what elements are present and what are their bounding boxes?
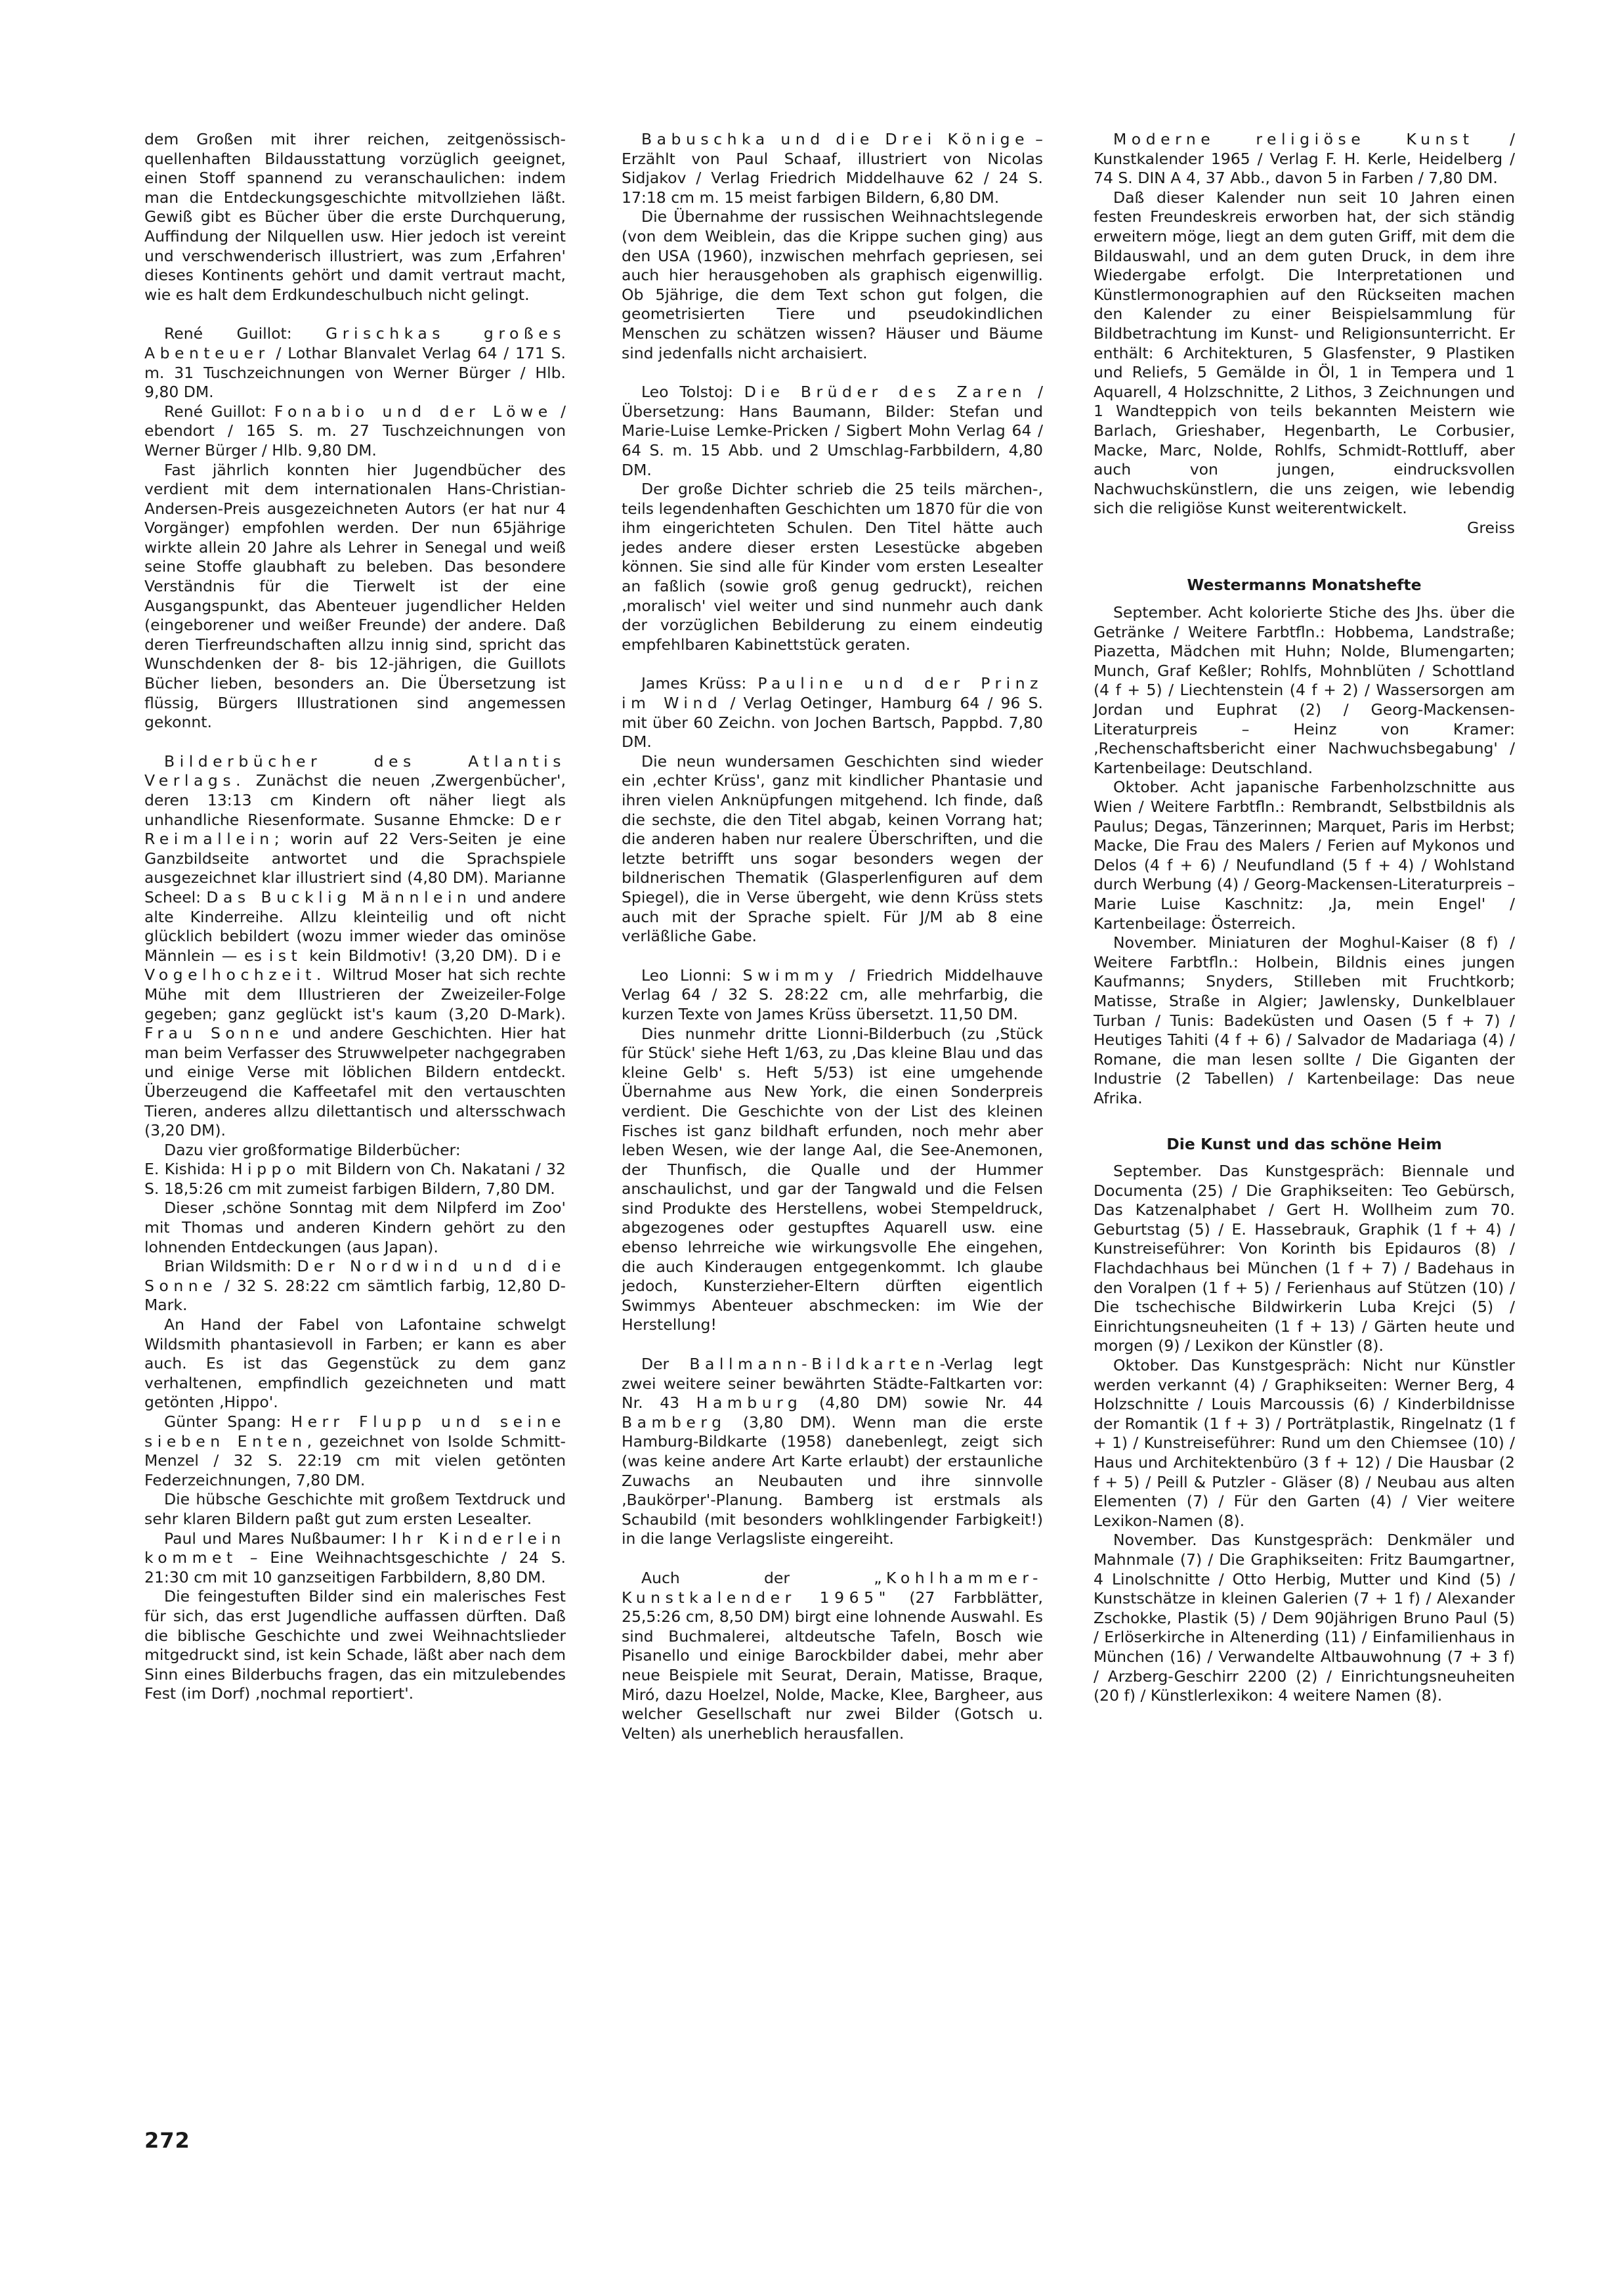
text-run: und andere alte Kinderreihe. Allzu kleinteilig und oft nicht glücklich bebildert (wozu immer wieder das ominöse Männlein — es: [144, 887, 566, 965]
book-entry: [144, 1160, 566, 1199]
text-run: Zunächst die neuen ‚Zwergenbücher', deren 13:13 cm Kindern oft näher liegt als unhandliche Riesenformate. Susanne Ehmcke:: [144, 771, 566, 829]
author: René Guillot:: [164, 324, 326, 343]
page-number: 272: [144, 2128, 190, 2153]
book-title: Babuschka und die Drei Könige: [641, 130, 1030, 148]
emphasis: ist: [268, 946, 303, 965]
magazine-issue: September. Acht kolorierte Stiche des Jhs. über die Getränke / Weitere Farbtfln.: Hobbema, Landstraße; Piazetta, Mädchen mit Huhn; Nolde, Blumengarten; Munch, Graf Keßler; Rohlfs, Mohnblüten / Schottland (4 f + 5) / Liechtenstein (4 f + 2) / Wassersorgen am Jordan und Euphrat (2) / Georg-Mackensen-Literaturpreis – Heinz von Kramer: ‚Rechenschaftsbericht einer Nachwuchsbegabung' / Kartenbeilage: Deutschland.: [1094, 603, 1515, 777]
text-run: -Verlag legt zwei weitere seiner bewährten Städte-Faltkarten vor: Nr. 43: [622, 1355, 1043, 1413]
book-title: Die Vogelhochzeit.: [144, 946, 566, 985]
text-column-right: [1094, 130, 1515, 1706]
map-title: Bamberg: [622, 1413, 727, 1432]
book-title: Das Bucklig Männlein: [206, 887, 472, 906]
book-title: Ihr Kinderlein kommet: [144, 1529, 566, 1567]
bibliographic-details: / Friedrich Middelhauve Verlag 64 / 32 S. 28:22 cm, alle mehrfarbig, die kurzen Texte von James Krüss übersetzt. 11,50 DM.: [622, 966, 1043, 1023]
book-title: Die Brüder des Zaren: [744, 383, 1027, 402]
review-paragraph: Fast jährlich konnten hier Jugendbücher des verdient mit dem internationalen Hans-Christian-Andersen-Preis ausgezeichneten Autors (er hat nur 4 Vorgänger) empfohlen werden. Der nun 65jährige wirkte allein 20 Jahre als Lehrer in Senegal und weiß seine Stoffe glaubhaft zu beleben. Das besondere Verständnis für die Tierwelt ist der eine Ausgangspunkt, das Abenteuer jugendlicher Helden (eingeborener und weißer Freunde) der andere. Daß deren Tierfreundschaften allzu innig sind, spricht das Wunschdenken der 8- bis 12-jährigen, die Guillots Bücher lieben, besonders an. Die Übersetzung ist flüssig, Bürgers Illustrationen sind angemessen gekonnt.: [144, 460, 566, 732]
bibliographic-details: / Verlag Oetinger, Hamburg 64 / 96 S. mit über 60 Zeichn. von Jochen Bartsch, Pappbd. 7,80 DM.: [622, 694, 1044, 752]
text-column-left: [144, 130, 566, 1704]
calendar-title: „Kohlhammer-Kunstkalender 1965": [622, 1568, 1043, 1607]
text-run: (4,80 DM) sowie Nr. 44: [802, 1393, 1043, 1413]
text-run: Auch der: [641, 1568, 874, 1587]
bibliographic-details: mit Bildern von Ch. Nakatani / 32 S. 18,5:26 cm mit zumeist farbigen Bildern, 7,80 DM.: [144, 1160, 566, 1198]
magazine-issue: Oktober. Acht japanische Farbenholzschnitte aus Wien / Weitere Farbtfln.: Rembrandt, Selbstbildnis als Paulus; Degas, Tänzerinnen; Marquet, Paris im Herbst; Macke, Die Frau des Malers / Ferien auf Mykonos und Delos (4 f + 6) / Neufundland (5 f + 4) / Wohlstand durch Werbung (4) / Georg-Mackensen-Literaturpreis – Marie Luise Kaschnitz: ‚Ja, mein Engel' / Kartenbeilage: Österreich.: [1094, 778, 1515, 933]
text-run: Wiltrud Moser hat sich rechte Mühe mit dem Illustrieren der Zweizeiler-Folge gegeben; ganz geglückt ist's kaum (3,20 D-Mark).: [144, 966, 566, 1023]
author: James Krüss:: [641, 674, 758, 693]
review-paragraph: Die feingestuften Bilder sind ein malerisches Fest für sich, das erst Jugendliche auffassen dürften. Daß die biblische Geschichte und zwei Weihnachtslieder mitgedruckt sind, ist kein Schade, läßt aber nach dem Sinn eines Bilderbuchs fragen, das ein mitzulebendes Fest (im Dorf) ‚nochmal reportiert'.: [144, 1587, 566, 1703]
book-entry: [622, 966, 1043, 1025]
review-paragraph: Die neun wundersamen Geschichten sind wieder ein ‚echter Krüss', ganz mit kindlicher Phantasie und ihren vielen Anknüpfungen mitgehend. Ich finde, daß die sechste, die den Titel abgab, keinen Vorrang hat; die anderen haben nur realere Überschriften, und die letzte betrifft uns sogar besonders wegen der bildnerischen Thematik (Glasperlenfiguren auf dem Spiegel), die in Verse übergeht, wie denn Krüss stets auch mit der Sprache spielt. Für J/M ab 8 eine verläßliche Gabe.: [622, 752, 1043, 946]
text-column-middle: [622, 130, 1043, 1743]
magazine-issue: September. Das Kunstgespräch: Biennale und Documenta (25) / Die Graphikseiten: Teo Gebürsch, Das Katzenalphabet / Gert H. Wollheim zum 70. Geburtstag (5) / E. Hassebrauk, Graphik (1 f + 4) / Kunstreiseführer: Von Korinth bis Epidauros (8) / Flachdachhaus bei München (1 f + 7) / Badehaus in den Voralpen (1 f + 5) / Ferienhaus auf Stützen (10) / Die tschechische Bildwirkerin Luba Krejci (5) / Einrichtungsneuheiten (1 f + 13) / Gärten heute und morgen (9) / Lexikon der Künstler (8).: [1094, 1162, 1515, 1355]
bibliographic-details: – Eine Weihnachtsgeschichte / 24 S. 21:30 cm mit 10 ganzseitigen Farbbildern, 8,80 DM.: [144, 1548, 566, 1586]
bibliographic-details: / Lothar Blanvalet Verlag 64 / 171 S. m. 31 Tuschzeichnungen von Werner Bürger / Hlb. 9,80 DM.: [144, 343, 566, 402]
book-title: Hippo: [230, 1160, 301, 1179]
calendar-title: Moderne religiöse Kunst: [1113, 130, 1474, 148]
book-entry: [144, 1257, 566, 1315]
section-heading: Die Kunst und das schöne Heim: [1166, 1134, 1442, 1153]
map-title: Hamburg: [696, 1393, 803, 1413]
magazine-issue: November. Miniaturen der Moghul-Kaiser (8 f) / Weitere Farbtfln.: Holbein, Bildnis eines jungen Kaufmanns; Snyders, Stilleben mit Fruchtkorb; Matisse, Straße in Algier; Jawlensky, Dunkelblauer Turban / Tunis: Badeküsten und Oasen (5 f + 7) / Heutiges Tahiti (4 f + 6) / Salvador de Madariaga (4) / Romane, die man lesen sollte / Die Giganten der Industrie (2 Tabellen) / Kartenbeilage: Das neue Afrika.: [1094, 933, 1515, 1107]
review-paragraph: Die Übernahme der russischen Weihnachtslegende (von dem Weiblein, das die Krippe suchen ging) aus den USA (1960), inzwischen mehrfach gepriesen, sei auch hier herausgehoben als graphisch eigenwillig. Ob 5jährige, die dem Text schon gut folgen, die geometrisierten Tiere und pseudokindlichen Menschen zu schätzen wissen? Häuser und Bäume sind jedenfalls nicht archaisiert.: [622, 207, 1043, 362]
text-run: kein Bildmotiv! (3,20 DM).: [302, 946, 526, 965]
book-title: Grischkas großes Abenteuer: [144, 324, 566, 362]
author: Brian Wildsmith:: [164, 1257, 297, 1276]
paragraph: Dazu vier großformatige Bilderbücher:: [164, 1140, 461, 1159]
author: E. Kishida:: [144, 1160, 231, 1179]
text-run: (3,80 DM). Wenn man die erste Hamburg-Bildkarte (1958) danebenlegt, zeigt sich (was keine andere Art Karte erlaubt) der erstaunliche Zuwachs an Neubauten und ihre sinnvolle ‚Baukörper'-Planung. Bamberg ist erstmals als Schaubild (mit besonders wohlklingender Farbigkeit!) in die lange Verlagsliste eingereiht.: [622, 1413, 1043, 1548]
bibliographic-details: – Erzählt von Paul Schaaf, illustriert von Nicolas Sidjakov / Verlag Friedrich Middelhauve 62 / 24 S. 17:18 cm m. 15 meist farbigen Bildern, 6,80 DM.: [622, 130, 1043, 207]
magazine-issue: November. Das Kunstgespräch: Denkmäler und Mahnmale (7) / Die Graphikseiten: Fritz Baumgartner, 4 Linolschnitte / Otto Herbig, Mutter und Kind (5) / Kunstschätze in kleinen Galerien (7 + 1 f) / Alexander Zschokke, Plastik (5) / Dem 90jährigen Bruno Paul (5) / Erlöserkirche in Altenerding (11) / Einfamilienhaus in München (16) / Verwandelte Altbauwohnung (7 + 3 f) / Arzberg-Geschirr 2200 (2) / Einrichtungsneuheiten (20 f) / Künstlerlexikon: 4 weitere Namen (8).: [1094, 1531, 1515, 1705]
bibliographic-details: / Übersetzung: Hans Baumann, Bilder: Stefan und Marie-Luise Lemke-Pricken / Sigbert Mohn Verlag 64 / 64 S. m. 15 Abb. und 2 Umschlag-Farbbildern, 4,80 DM.: [622, 383, 1043, 479]
review-paragraph: Der große Dichter schrieb die 25 teils märchen-, teils legendenhaften Geschichten um 1870 für die von ihm eingerichteten Schulen. Den Titel hätte auch jedes andere dieser ersten Lesestücke abgeben können. Sie sind alle für Kinder vom ersten Lesealter an faßlich (sowie groß genug gedruckt), reichen ‚moralisch' viel weiter und sind nunmehr auch dank der vorzüglichen Bebilderung zu einem eindeutig empfehlbaren Kabinettstück geraten.: [622, 480, 1043, 654]
text-run: und andere Geschichten. Hier hat man beim Verfasser des Struwwelpeter nachgegraben und einige Verse mit löblichen Bildern entdeckt. Überzeugend die Kaffeetafel mit den vertauschten Tieren, anderes allzu dilettantisch und altersschwach (3,20 DM).: [144, 1024, 566, 1140]
book-entry: [622, 383, 1043, 480]
section-heading: Westermanns Monatshefte: [1187, 576, 1422, 595]
bibliographic-details: , gezeichnet von Isolde Schmitt-Menzel / 32 S. 22:19 cm mit vielen getönten Federzeichnungen, 7,80 DM.: [144, 1432, 566, 1489]
book-entry: [622, 674, 1043, 752]
section-title: Bilderbücher des Atlantis Verlags.: [144, 752, 566, 790]
paragraph: dem Großen mit ihrer reichen, zeitgenössisch-quellenhaften Bildausstattung vorzüglich geeignet, einen Stoff spannend zu veranschaulichen: indem man die Entdeckungsgeschichte mitvollziehen läßt. Gewiß gibt es Bücher über die erste Durchquerung, Auffindung der Nilquellen usw. Hier jedoch ist vereint und verschwenderisch illustriert, was zum ‚Erfahren' dieses Kontinents gehört und damit vertraut macht, wie es halt dem Erdkundeschulbuch nicht gelingt.: [144, 130, 566, 304]
book-title: Frau Sonne: [144, 1024, 284, 1043]
review-paragraph: Dieser ‚schöne Sonntag mit dem Nilpferd im Zoo' mit Thomas und anderen Kindern gehört zu den lohnenden Entdeckungen (aus Japan).: [144, 1199, 566, 1256]
bibliographic-details: / Kunstkalender 1965 / Verlag F. H. Kerle, Heidelberg / 74 S. DIN A 4, 37 Abb., davon 5 in Farben / 7,80 DM.: [1094, 130, 1516, 188]
review-paragraph: Daß dieser Kalender nun seit 10 Jahren einen festen Freundeskreis erworben hat, der sich ständig erweitern möge, liegt an dem guten Griff, mit dem die Bildauswahl, und an dem guten Druck, in dem ihre Wiedergabe erfolgt. Die Interpretationen und Künstlermonographien auf den Rückseiten machen den Kalender zu einer Beispielsammlung für Bildbetrachtung im Kunst- und Religionsunterricht. Er enthält: 6 Architekturen, 5 Glasfenster, 9 Plastiken und Reliefs, 5 Gemälde in Öl, 1 in Tempera und 1 Aquarell, 4 Holzschnitte, 2 Lithos, 3 Zeichnungen und 1 Wandteppich von teils bekannten Meistern wie Barlach, Grieshaber, Hegenbarth, Le Corbusier, Macke, Marc, Nolde, Rohlfs, Schmidt-Rottluff, aber auch von jungen, eindrucksvollen Nachwuchskünstlern, die uns zeigen, wie lebendig sich die religiöse Kunst weiterentwickelt.: [1094, 188, 1515, 518]
book-title: Swimmy: [742, 966, 839, 985]
text-run: (27 Farbblätter, 25,5:26 cm, 8,50 DM) birgt eine lohnende Auswahl. Es sind Buchmalerei, altdeutsche Tafeln, Bosch wie Pisanello und einige Barockbilder dabei, mehr aber neue Beispiele mit Seurat, Derain, Matisse, Braque, Miró, dazu Hoelzel, Nolde, Macke, Klee, Bargheer, aus welcher Gesellschaft nur zwei Bilder (Gotsch u. Velten) als unerheblich herausfallen.: [622, 1588, 1043, 1743]
author: René Guillot:: [164, 402, 274, 421]
text-run: Der: [641, 1355, 690, 1374]
magazine-issue: Oktober. Das Kunstgespräch: Nicht nur Künstler werden verkannt (4) / Graphikseiten: Werner Berg, 4 Holzschnitte / Louis Marcoussis (6) / Kinderbildnisse der Romantik (1 f + 3) / Porträtplastik, Ringelnatz (1 f + 1) / Kunstreiseführer: Rund um den Chiemsee (10) / Haus und Architektenbüro (3 f + 12) / Die Hausbar (2 f + 5) / Peill & Putzler - Gläser (8) / Neubau aus alten Elementen (7) / Für den Garten (4) / Vier weitere Lexikon-Namen (8).: [1094, 1356, 1515, 1530]
book-entry: [144, 324, 566, 402]
author: Leo Tolstoj:: [641, 383, 744, 402]
book-title: Fonabio und der Löwe: [274, 402, 553, 421]
text-run: ; worin auf 22 Vers-Seiten je eine Ganzbildseite antwortet und die Sprachspiele ausgezeichnet klar illustriert sind (4,80 DM). Marianne Scheel:: [144, 830, 566, 906]
bibliographic-details: / ebendort / 165 S. m. 27 Tuschzeichnungen von Werner Bürger / Hlb. 9,80 DM.: [144, 402, 566, 459]
book-entry: [144, 402, 566, 461]
book-title: Herr Flupp und seine sieben Enten: [144, 1413, 566, 1451]
book-entry: [144, 1413, 566, 1490]
publisher-name: Ballmann-Bildkarten: [689, 1355, 940, 1374]
author: Paul und Mares Nußbaumer:: [164, 1529, 393, 1548]
book-title: Pauline und der Prinz im Wind: [622, 674, 1043, 713]
book-title: Der Nordwind und die Sonne: [144, 1257, 566, 1295]
review-paragraph: Dies nunmehr dritte Lionni-Bilderbuch (zu ‚Stück für Stück' siehe Heft 1/63, zu ‚Das kleine Blau und das kleine Gelb' s. Heft 5/53) ist eine umgehende Übernahme aus New York, die einen Sonderpreis verdient. Die Geschichte von der List des kleinen Fisches ist ganz bildhaft erfunden, noch mehr aber leben Wesen, wie der lange Aal, die See-Anemonen, der Thunfisch, die Qualle und der Hummer anschaulichst, und gar der Tangwald und die Felsen sind Produkte des Herstellens, wobei Stempeldruck, abgezogenes oder gestupftes Aquarell usw. eine ebenso lehrreiche wie wirkungsvolle Ehe eingehen, die auch Kinderaugen entgegenkommt. Ich glaube jedoch, Kunsterzieher-Eltern dürften eigentlich Swimmys Abenteuer abschmecken: im Wie der Herstellung!: [622, 1024, 1043, 1334]
book-title: Der Reimallein: [144, 810, 566, 849]
book-entry: [622, 130, 1043, 207]
reviewer-signature: Greiss: [1467, 518, 1515, 537]
review-paragraph: [622, 1355, 1043, 1549]
author: Leo Lionni:: [641, 966, 743, 985]
author: Günter Spang:: [164, 1413, 291, 1431]
book-entry: [1094, 130, 1515, 188]
review-paragraph: An Hand der Fabel von Lafontaine schwelgt Wildsmith phantasievoll in Farben; er kann es aber auch. Es ist das Gegenstück zu dem ganz verhaltenen, empfindlich gezeichneten und matt getönten ‚Hippo'.: [144, 1315, 566, 1412]
review-paragraph: Die hübsche Geschichte mit großem Textdruck und sehr klaren Bildern paßt gut zum ersten Lesealter.: [144, 1490, 566, 1528]
review-paragraph: [622, 1569, 1043, 1743]
book-entry: [144, 1529, 566, 1588]
bibliographic-details: / 32 S. 28:22 cm sämtlich farbig, 12,80 D-Mark.: [144, 1276, 566, 1315]
review-paragraph: [144, 752, 566, 1141]
